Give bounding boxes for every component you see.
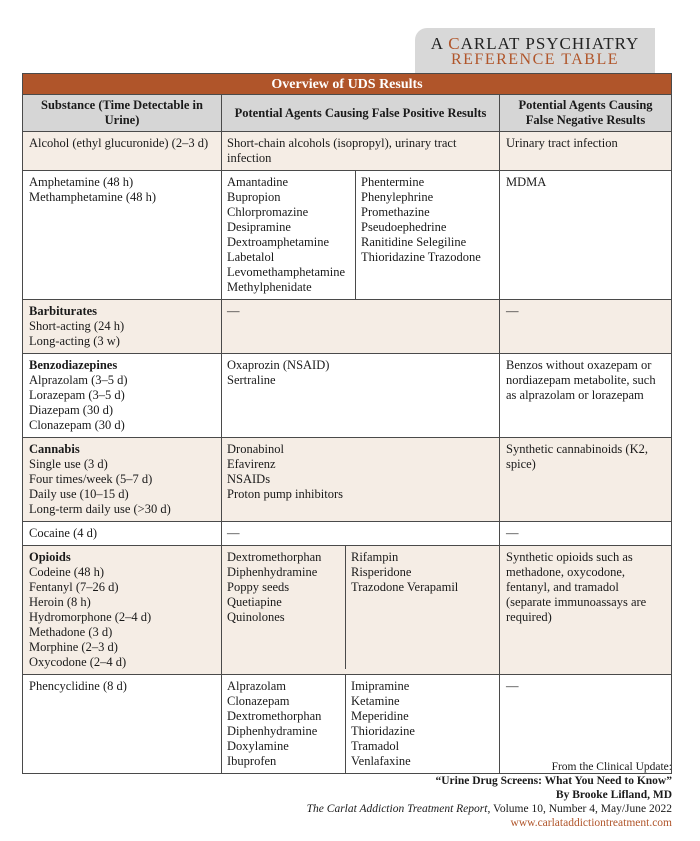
table-row-amphetamine — [23, 171, 672, 300]
banner-subtitle: REFERENCE TABLE — [450, 51, 620, 68]
table-row-barbiturates — [23, 300, 672, 354]
false-negative-cell: MDMA — [500, 171, 672, 300]
uds-results-table — [22, 73, 672, 774]
reference-banner — [415, 28, 655, 73]
substance-cell: Benzodiazepines Alprazolam (3–5 d) Lorazepam (3–5 d) Diazepam (30 d) Clonazepam (30 d) — [23, 354, 222, 438]
false-positive-cell: Oxaprozin (NSAID) Sertraline — [222, 354, 500, 438]
citation-article-title: “Urine Drug Screens: What You Need to Know” — [435, 775, 672, 787]
citation-publication: The Carlat Addiction Treatment Report, Volume 10, Number 4, May/June 2022 — [306, 803, 672, 815]
substance-cell: Alcohol (ethyl glucuronide) (2–3 d) — [23, 132, 222, 171]
false-negative-cell: Synthetic opioids such as methadone, oxycodone, fentanyl, and tramadol (separate immunoassays are required) — [500, 546, 672, 675]
table-row-opioids — [23, 546, 672, 675]
table-row-alcohol — [23, 132, 672, 171]
false-positive-cell: — — [222, 522, 500, 546]
source-citation — [307, 760, 672, 830]
false-negative-cell: Synthetic cannabinoids (K2, spice) — [500, 438, 672, 522]
false-positive-cell: Short-chain alcohols (isopropyl), urinary tract infection — [222, 132, 500, 171]
substance-cell: Phencyclidine (8 d) — [23, 675, 222, 774]
table-title: Overview of UDS Results — [23, 74, 672, 95]
citation-url-link[interactable]: www.carlataddictiontreatment.com — [510, 817, 672, 829]
false-negative-cell: Benzos without oxazepam or nordiazepam metabolite, such as alprazolam or lorazepam — [500, 354, 672, 438]
false-positive-cell: Dextromethorphan Diphenhydramine Poppy seeds Quetiapine Quinolones Rifampin Risperidone Trazodone Verapamil — [222, 546, 500, 675]
banner-title: A CARLAT PSYCHIATRY — [430, 34, 640, 53]
table-row-benzodiazepines — [23, 354, 672, 438]
header-false-positive: Potential Agents Causing False Positive Results — [222, 95, 500, 132]
false-positive-cell: Alprazolam Clonazepam Dextromethorphan Diphenhydramine Doxylamine Ibuprofen Imipramine Ketamine Meperidine Thioridazine Tramadol Venlafaxine — [222, 675, 500, 774]
false-negative-cell: — — [500, 522, 672, 546]
false-negative-cell: Urinary tract infection — [500, 132, 672, 171]
table-row-cannabis — [23, 438, 672, 522]
false-negative-cell: — — [500, 675, 672, 774]
table-row-phencyclidine — [23, 675, 672, 774]
false-positive-cell: Amantadine Bupropion Chlorpromazine Desipramine Dextroamphetamine Labetalol Levomethamphetamine Methylphenidate Phentermine Phenylephrine Promethazine Pseudoephedrine Ranitidine Selegiline Thioridazine Trazodone — [222, 171, 500, 300]
header-false-negative: Potential Agents Causing False Negative Results — [500, 95, 672, 132]
substance-cell: Cannabis Single use (3 d) Four times/week (5–7 d) Daily use (10–15 d) Long-term daily use (>30 d) — [23, 438, 222, 522]
header-substance: Substance (Time Detectable in Urine) — [23, 95, 222, 132]
substance-cell: Cocaine (4 d) — [23, 522, 222, 546]
false-negative-cell: — — [500, 300, 672, 354]
citation-author: By Brooke Lifland, MD — [555, 789, 672, 801]
substance-cell: Amphetamine (48 h) Methamphetamine (48 h) — [23, 171, 222, 300]
table-row-cocaine — [23, 522, 672, 546]
substance-cell: Barbiturates Short-acting (24 h) Long-acting (3 w) — [23, 300, 222, 354]
false-positive-cell: — — [222, 300, 500, 354]
false-positive-cell: Dronabinol Efavirenz NSAIDs Proton pump inhibitors — [222, 438, 500, 522]
substance-cell: Opioids Codeine (48 h) Fentanyl (7–26 d) Heroin (8 h) Hydromorphone (2–4 d) Methadone (3 d) Morphine (2–3 d) Oxycodone (2–4 d) — [23, 546, 222, 675]
citation-line-1: From the Clinical Update: — [551, 761, 672, 773]
